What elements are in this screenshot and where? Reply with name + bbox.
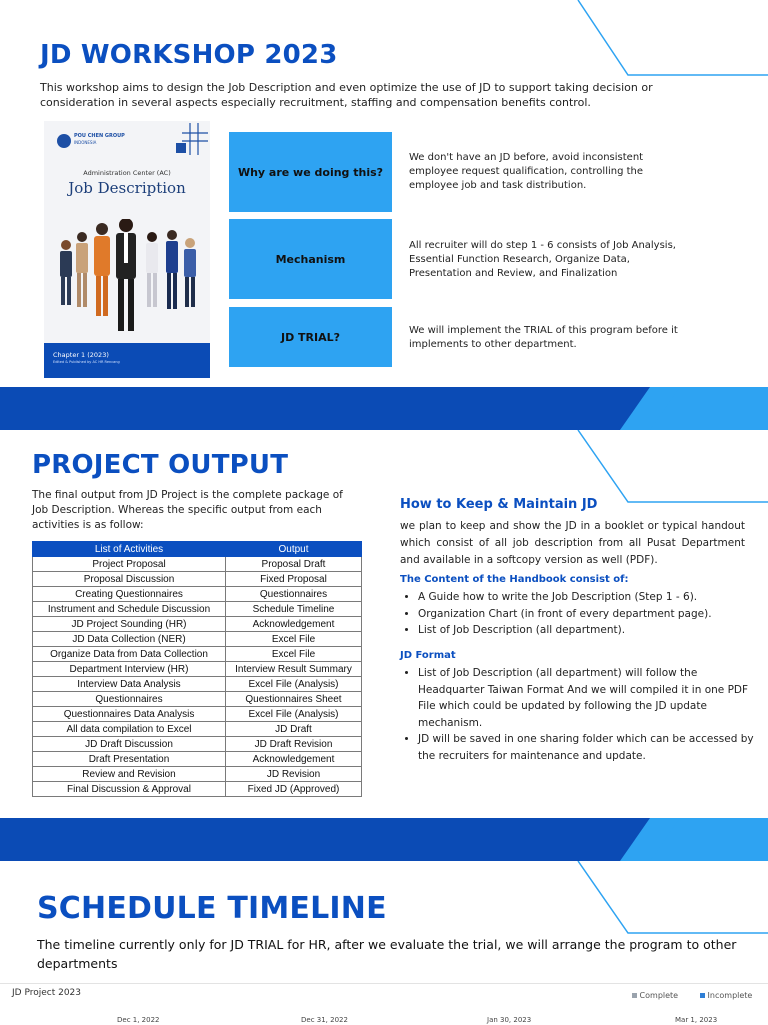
table-row bbox=[33, 572, 362, 587]
logo-icon bbox=[57, 134, 71, 148]
output-cell: Acknowledgement bbox=[226, 617, 362, 632]
table-header: Output bbox=[226, 542, 362, 557]
cover-chapter: Chapter 1 (2023) bbox=[53, 351, 109, 359]
table-row bbox=[33, 722, 362, 737]
output-cell: JD Revision bbox=[226, 767, 362, 782]
gantt-date-label: Dec 1, 2022 bbox=[117, 1016, 160, 1024]
card-trial-text: We will implement the TRIAL of this program before it implements to other department. bbox=[409, 325, 678, 350]
cover-credit: Edited & Published by AC HR Rencang bbox=[53, 360, 120, 364]
maintain-title: How to Keep & Maintain JD bbox=[400, 497, 598, 512]
activity-cell: Review and Revision bbox=[33, 767, 226, 782]
list-item: • List of Job Description (all department). bbox=[418, 622, 763, 639]
activity-cell: All data compilation to Excel bbox=[33, 722, 226, 737]
cover-subtitle: Administration Center (AC) bbox=[83, 169, 171, 177]
activity-cell: JD Project Sounding (HR) bbox=[33, 617, 226, 632]
card-why-text: We don't have an JD before, avoid inconsistent employee request qualification, controlling the employee job and task distribution. bbox=[409, 152, 644, 191]
section-divider-band bbox=[0, 387, 768, 430]
activity-cell: Creating Questionnaires bbox=[33, 587, 226, 602]
legend-complete-label: Complete bbox=[639, 991, 679, 1000]
card-mechanism-text: All recruiter will do step 1 - 6 consists of Job Analysis, Essential Function Research, Organize Data, Presentation and Review, and Finalization bbox=[409, 240, 676, 279]
gantt-date-label: Jan 30, 2023 bbox=[487, 1016, 532, 1024]
output-cell: Excel File bbox=[226, 632, 362, 647]
legend-incomplete bbox=[700, 991, 752, 1000]
gantt-chart bbox=[0, 983, 768, 1025]
activity-cell: Final Discussion & Approval bbox=[33, 782, 226, 797]
list-item: • JD will be saved in one sharing folder which can be accessed by the recruiters for maintenance and update. bbox=[418, 731, 763, 764]
activity-cell: Interview Data Analysis bbox=[33, 677, 226, 692]
activity-cell: Questionnaires Data Analysis bbox=[33, 707, 226, 722]
activity-cell: JD Data Collection (NER) bbox=[33, 632, 226, 647]
logo-subtext: INDONESIA bbox=[74, 140, 97, 145]
table-row bbox=[33, 677, 362, 692]
table-row bbox=[33, 662, 362, 677]
section-title-timeline: SCHEDULE TIMELINE bbox=[37, 891, 387, 926]
table-row bbox=[33, 587, 362, 602]
legend-complete-swatch bbox=[632, 993, 637, 998]
card-trial: JD TRIAL? bbox=[229, 307, 392, 367]
activity-cell: Instrument and Schedule Discussion bbox=[33, 602, 226, 617]
activity-cell: Department Interview (HR) bbox=[33, 662, 226, 677]
list-item: • A Guide how to write the Job Description (Step 1 - 6). bbox=[418, 589, 763, 606]
activity-cell: Project Proposal bbox=[33, 557, 226, 572]
output-cell: Schedule Timeline bbox=[226, 602, 362, 617]
table-row bbox=[33, 632, 362, 647]
output-cell: JD Draft Revision bbox=[226, 737, 362, 752]
output-cell: Excel File (Analysis) bbox=[226, 677, 362, 692]
table-header: List of Activities bbox=[33, 542, 226, 557]
output-cell: Acknowledgement bbox=[226, 752, 362, 767]
gantt-title: JD Project 2023 bbox=[12, 988, 82, 998]
gantt-date-label: Dec 31, 2022 bbox=[301, 1016, 348, 1024]
table-row bbox=[33, 782, 362, 797]
table-row bbox=[33, 737, 362, 752]
output-cell: Fixed Proposal bbox=[226, 572, 362, 587]
content-list bbox=[400, 589, 763, 639]
cover-pattern-icon bbox=[172, 121, 212, 161]
activity-cell: Questionnaires bbox=[33, 692, 226, 707]
output-cell: Interview Result Summary bbox=[226, 662, 362, 677]
table-row bbox=[33, 602, 362, 617]
table-row bbox=[33, 557, 362, 572]
cover-footer bbox=[44, 343, 210, 378]
activity-cell: Draft Presentation bbox=[33, 752, 226, 767]
activity-cell: Organize Data from Data Collection bbox=[33, 647, 226, 662]
table-row bbox=[33, 692, 362, 707]
table-row bbox=[33, 647, 362, 662]
legend-incomplete-label: Incomplete bbox=[707, 991, 753, 1000]
legend-complete bbox=[632, 991, 678, 1000]
timeline-intro: The timeline currently only for JD TRIAL for HR, after we evaluate the trial, we will arrange the program to other departments bbox=[37, 937, 737, 971]
corner-decoration bbox=[560, 861, 768, 941]
activity-cell: JD Draft Discussion bbox=[33, 737, 226, 752]
list-item: • Organization Chart (in front of every department page). bbox=[418, 606, 763, 623]
business-people-illustration bbox=[52, 219, 202, 341]
output-cell: Questionnaires bbox=[226, 587, 362, 602]
card-mechanism: Mechanism bbox=[229, 219, 392, 299]
section-divider-band bbox=[0, 818, 768, 861]
legend-incomplete-swatch bbox=[700, 993, 705, 998]
output-intro: The final output from JD Project is the complete package of Job Description. Whereas the specific output from each activities is as follow: bbox=[32, 489, 343, 531]
table-row bbox=[33, 617, 362, 632]
page-title: JD WORKSHOP 2023 bbox=[40, 40, 338, 70]
intro-text: This workshop aims to design the Job Description and even optimize the use of JD to support taking decision or consideration in several aspects especially recruitment, staffing and compensation benefits control. bbox=[40, 81, 653, 109]
output-cell: Proposal Draft bbox=[226, 557, 362, 572]
output-cell: Excel File bbox=[226, 647, 362, 662]
jd-cover-image bbox=[44, 121, 210, 378]
section-title-output: PROJECT OUTPUT bbox=[32, 450, 289, 480]
output-cell: Fixed JD (Approved) bbox=[226, 782, 362, 797]
format-title: JD Format bbox=[400, 650, 456, 661]
list-item: • List of Job Description (all department) will follow the Headquarter Taiwan Format And we will compiled it in one PDF File which could be updated by following the JD update mechanism. bbox=[418, 665, 763, 731]
corner-decoration bbox=[560, 0, 768, 80]
output-cell: Questionnaires Sheet bbox=[226, 692, 362, 707]
logo-text: POU CHEN GROUP bbox=[74, 133, 125, 139]
content-title: The Content of the Handbook consist of: bbox=[400, 574, 629, 585]
table-row bbox=[33, 752, 362, 767]
output-cell: JD Draft bbox=[226, 722, 362, 737]
gantt-date-label: Mar 1, 2023 bbox=[675, 1016, 718, 1024]
maintain-text: we plan to keep and show the JD in a booklet or typical handout which consist of all job description from all Pusat Department and available in a softcopy version as well (PDF). bbox=[400, 520, 745, 566]
table-row bbox=[33, 767, 362, 782]
card-why: Why are we doing this? bbox=[229, 132, 392, 212]
table-row bbox=[33, 707, 362, 722]
activity-cell: Proposal Discussion bbox=[33, 572, 226, 587]
format-list bbox=[400, 665, 763, 764]
activities-table bbox=[32, 541, 362, 797]
cover-title: Job Description bbox=[68, 179, 186, 197]
output-cell: Excel File (Analysis) bbox=[226, 707, 362, 722]
